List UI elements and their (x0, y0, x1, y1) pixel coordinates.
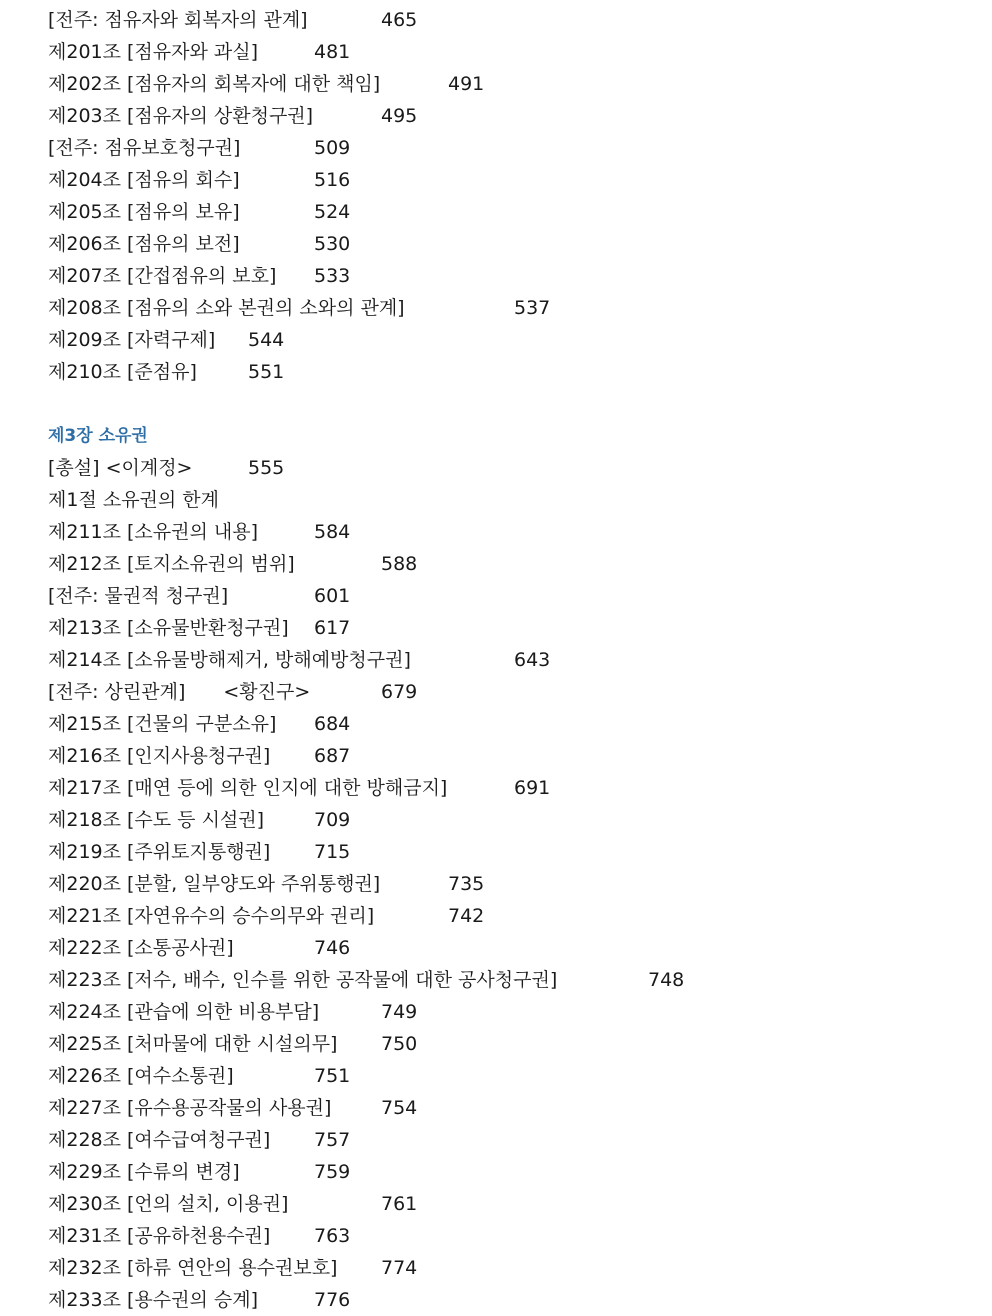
table-of-contents (48, 4, 968, 1316)
toc-entry-label: [전주: 점유보호청구권] (48, 137, 241, 159)
toc-entry-page: 691 (514, 777, 551, 799)
toc-entry-article-206 (48, 228, 968, 260)
toc-entry-article-217 (48, 772, 968, 804)
toc-entry-page: 684 (314, 713, 351, 735)
toc-entry-page: 509 (314, 137, 351, 159)
toc-entry-article-208 (48, 292, 968, 324)
toc-entry-article-218 (48, 804, 968, 836)
toc-entry-label: 제205조 [점유의 보유] (48, 201, 240, 223)
toc-entry-section-1 (48, 484, 968, 516)
toc-entry-page: 742 (448, 905, 485, 927)
toc-entry-pre-note-neighbor-relations (48, 676, 968, 708)
toc-entry-label: 제202조 [점유자의 회복자에 대한 책임] (48, 73, 381, 95)
toc-entry-page: 481 (314, 41, 351, 63)
toc-entry-page: 551 (248, 361, 285, 383)
toc-entry-label: 제219조 [주위토지통행권] (48, 841, 271, 863)
toc-entry-page: 754 (381, 1097, 418, 1119)
toc-entry-label: [전주: 점유자와 회복자의 관계] (48, 9, 308, 31)
toc-entry-article-202 (48, 68, 968, 100)
toc-entry-general-remarks (48, 452, 968, 484)
toc-entry-label: 제201조 [점유자와 과실] (48, 41, 259, 63)
toc-entry-pre-note-possession-protection (48, 132, 968, 164)
toc-entry-pre-note-real-right-claims (48, 580, 968, 612)
toc-entry-article-227 (48, 1092, 968, 1124)
toc-entry-page: 751 (314, 1065, 351, 1087)
toc-entry-page: 537 (514, 297, 551, 319)
toc-entry-page: 709 (314, 809, 351, 831)
toc-entry-label: 제208조 [점유의 소와 본권의 소와의 관계] (48, 297, 405, 319)
toc-entry-label: 제218조 [수도 등 시설권] (48, 809, 265, 831)
toc-entry-article-204 (48, 164, 968, 196)
toc-entry-article-225 (48, 1028, 968, 1060)
toc-entry-label: 제233조 [용수권의 승계] (48, 1289, 259, 1311)
toc-entry-page: 735 (448, 873, 485, 895)
toc-entry-article-205 (48, 196, 968, 228)
toc-entry-label: 제213조 [소유물반환청구권] (48, 617, 289, 639)
toc-entry-label: 제226조 [여수소통권] (48, 1065, 234, 1087)
toc-entry-article-231 (48, 1220, 968, 1252)
toc-entry-label: 제220조 [분할, 일부양도와 주위통행권] (48, 873, 381, 895)
toc-entry-page: 757 (314, 1129, 351, 1151)
toc-entry-label: 제211조 [소유권의 내용] (48, 521, 259, 543)
toc-entry-label: 제228조 [여수급여청구권] (48, 1129, 271, 1151)
chapter-heading: 제3장 소유권 (48, 426, 148, 446)
toc-entry-page: 601 (314, 585, 351, 607)
toc-entry-page: 687 (314, 745, 351, 767)
toc-entry-article-216 (48, 740, 968, 772)
toc-entry-article-220 (48, 868, 968, 900)
toc-entry-page: 759 (314, 1161, 351, 1183)
toc-entry-article-228 (48, 1124, 968, 1156)
toc-entry-label: 제212조 [토지소유권의 범위] (48, 553, 295, 575)
toc-entry-label: 제214조 [소유물방해제거, 방해예방청구권] (48, 649, 411, 671)
toc-entry-article-229 (48, 1156, 968, 1188)
toc-entry-article-219 (48, 836, 968, 868)
toc-entry-article-232 (48, 1252, 968, 1284)
toc-entry-label: 제1절 소유권의 한계 (48, 489, 219, 511)
toc-entry-page: 715 (314, 841, 351, 863)
toc-entry-page: 746 (314, 937, 351, 959)
toc-entry-article-230 (48, 1188, 968, 1220)
toc-entry-article-226 (48, 1060, 968, 1092)
toc-entry-page: 748 (648, 969, 685, 991)
toc-entry-page: 750 (381, 1033, 418, 1055)
toc-entry-article-214 (48, 644, 968, 676)
toc-entry-label: 제225조 [처마물에 대한 시설의무] (48, 1033, 338, 1055)
toc-entry-article-211 (48, 516, 968, 548)
toc-entry-page: 465 (381, 9, 418, 31)
toc-entry-label: 제222조 [소통공사권] (48, 937, 234, 959)
toc-entry-label: 제229조 [수류의 변경] (48, 1161, 240, 1183)
toc-entry-page: 643 (514, 649, 551, 671)
toc-entry-label: 제215조 [건물의 구분소유] (48, 713, 277, 735)
toc-entry-page: 761 (381, 1193, 418, 1215)
toc-entry-article-224 (48, 996, 968, 1028)
toc-entry-label: 제204조 [점유의 회수] (48, 169, 240, 191)
toc-entry-label: 제224조 [관습에 의한 비용부담] (48, 1001, 320, 1023)
toc-entry-label: [전주: 물권적 청구권] (48, 585, 229, 607)
toc-entry-pre-note-possessor-recoverer (48, 4, 968, 36)
toc-entry-page: 555 (248, 457, 285, 479)
toc-entry-label: 제210조 [준점유] (48, 361, 197, 383)
toc-entry-label: 제230조 [언의 설치, 이용권] (48, 1193, 289, 1215)
toc-entry-label: 제206조 [점유의 보전] (48, 233, 240, 255)
toc-entry-label: 제216조 [인지사용청구권] (48, 745, 271, 767)
toc-entry-page: 584 (314, 521, 351, 543)
toc-entry-page: 524 (314, 201, 351, 223)
toc-entry-article-201 (48, 36, 968, 68)
toc-entry-label: [전주: 상린관계] <황진구> (48, 681, 311, 703)
toc-entry-label: [총설] <이계정> (48, 457, 193, 479)
toc-entry-article-233 (48, 1284, 968, 1316)
toc-entry-page: 776 (314, 1289, 351, 1311)
toc-entry-page: 588 (381, 553, 418, 575)
toc-entry-page: 491 (448, 73, 485, 95)
toc-entry-label: 제223조 [저수, 배수, 인수를 위한 공작물에 대한 공사청구권] (48, 969, 558, 991)
toc-entry-article-210 (48, 356, 968, 388)
toc-entry-article-212 (48, 548, 968, 580)
toc-entry-page: 617 (314, 617, 351, 639)
toc-entry-article-223 (48, 964, 968, 996)
toc-entry-label: 제209조 [자력구제] (48, 329, 216, 351)
toc-entry-article-209 (48, 324, 968, 356)
toc-entry-page: 533 (314, 265, 351, 287)
toc-entry-page: 544 (248, 329, 285, 351)
toc-entry-article-215 (48, 708, 968, 740)
toc-entry-article-203 (48, 100, 968, 132)
toc-entry-label: 제231조 [공유하천용수권] (48, 1225, 271, 1247)
section-spacer (48, 388, 968, 420)
toc-entry-label: 제203조 [점유자의 상환청구권] (48, 105, 314, 127)
toc-entry-label: 제221조 [자연유수의 승수의무와 권리] (48, 905, 375, 927)
toc-entry-label: 제207조 [간접점유의 보호] (48, 265, 277, 287)
toc-entry-page: 679 (381, 681, 418, 703)
toc-entry-label: 제232조 [하류 연안의 용수권보호] (48, 1257, 338, 1279)
toc-entry-article-221 (48, 900, 968, 932)
toc-entry-page: 763 (314, 1225, 351, 1247)
toc-entry-page: 495 (381, 105, 418, 127)
toc-entry-label: 제217조 [매연 등에 의한 인지에 대한 방해금지] (48, 777, 448, 799)
toc-entry-label: 제227조 [유수용공작물의 사용권] (48, 1097, 332, 1119)
toc-entry-page: 516 (314, 169, 351, 191)
toc-entry-page: 530 (314, 233, 351, 255)
toc-entry-article-207 (48, 260, 968, 292)
toc-entry-page: 749 (381, 1001, 418, 1023)
toc-entry-article-213 (48, 612, 968, 644)
toc-entry-article-222 (48, 932, 968, 964)
toc-entry-page: 774 (381, 1257, 418, 1279)
